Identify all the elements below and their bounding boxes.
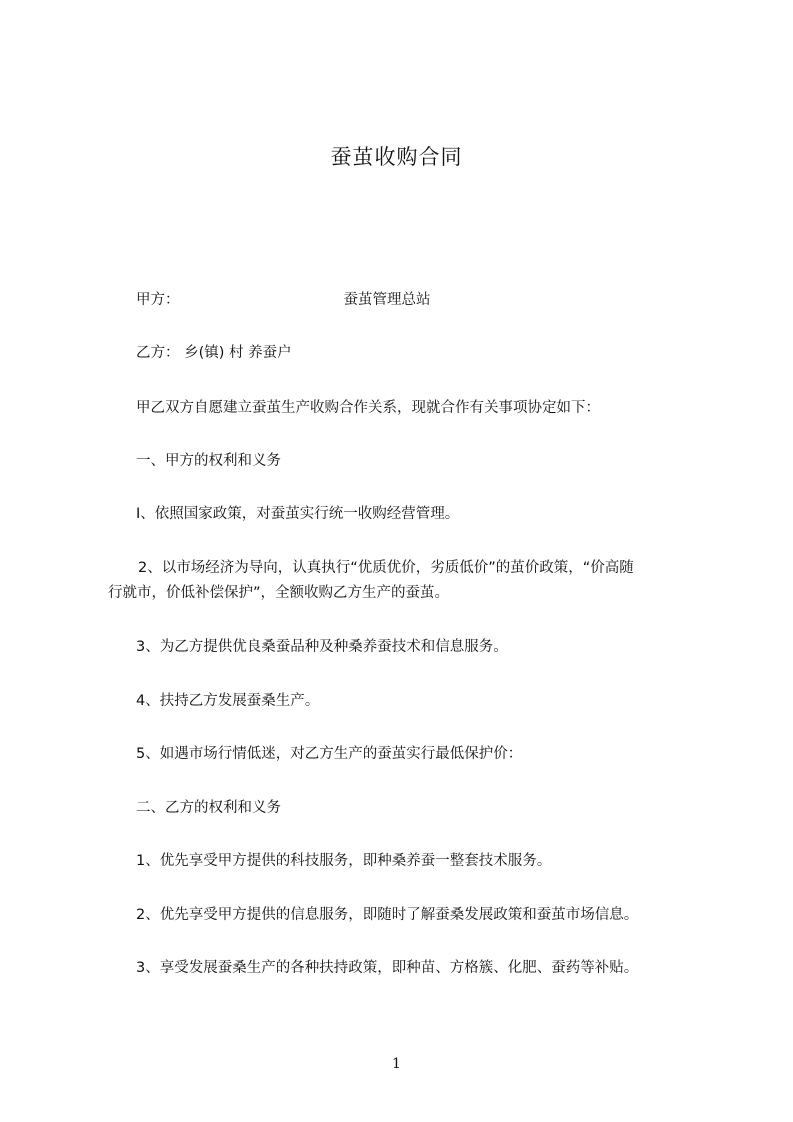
section-a-item-2-line-2: 行就市，价低补偿保护”，全额收购乙方生产的蚕茧。 (108, 585, 450, 601)
page-number: 1 (392, 1056, 401, 1072)
document-title: 蚕茧收购合同 (330, 145, 463, 169)
party-b-line: 乙方： 乡(镇) 村 养蚕户 (136, 345, 292, 361)
section-a-item-4: 4、扶持乙方发展蚕桑生产。 (136, 693, 320, 709)
section-a-item-3: 3、为乙方提供优良桑蚕品种及种桑养蚕技术和信息服务。 (136, 639, 508, 655)
section-a-item-1: I、依照国家政策，对蚕茧实行统一收购经营管理。 (136, 506, 460, 522)
party-a-label: 甲方： (136, 292, 180, 308)
party-a-line (108, 287, 708, 314)
section-b-item-2: 2、优先享受甲方提供的信息服务，即随时了解蚕桑发展政策和蚕茧市场信息。 (136, 907, 639, 923)
section-a-item-2-text: 2、以市场经济为导向，认真执行“优质优价，劣质低价”的茧价政策，“价高随 (138, 560, 634, 576)
party-a-value: 蚕茧管理总站 (343, 292, 431, 308)
section-a-heading: 一、甲方的权利和义务 (136, 453, 281, 469)
section-a-item-2-line-1 (108, 555, 708, 582)
section-b-heading: 二、乙方的权利和义务 (136, 800, 281, 816)
section-b-item-3: 3、享受发展蚕桑生产的各种扶持政策，即种苗、方格簇、化肥、蚕药等补贴。 (136, 960, 639, 976)
section-b-item-1: 1、优先享受甲方提供的科技服务，即种桑养蚕一整套技术服务。 (136, 853, 552, 869)
intro-paragraph: 甲乙双方自愿建立蚕茧生产收购合作关系，现就合作有关事项协定如下： (136, 400, 600, 416)
section-a-item-5: 5、如遇市场行情低迷，对乙方生产的蚕茧实行最低保护价： (136, 746, 523, 762)
